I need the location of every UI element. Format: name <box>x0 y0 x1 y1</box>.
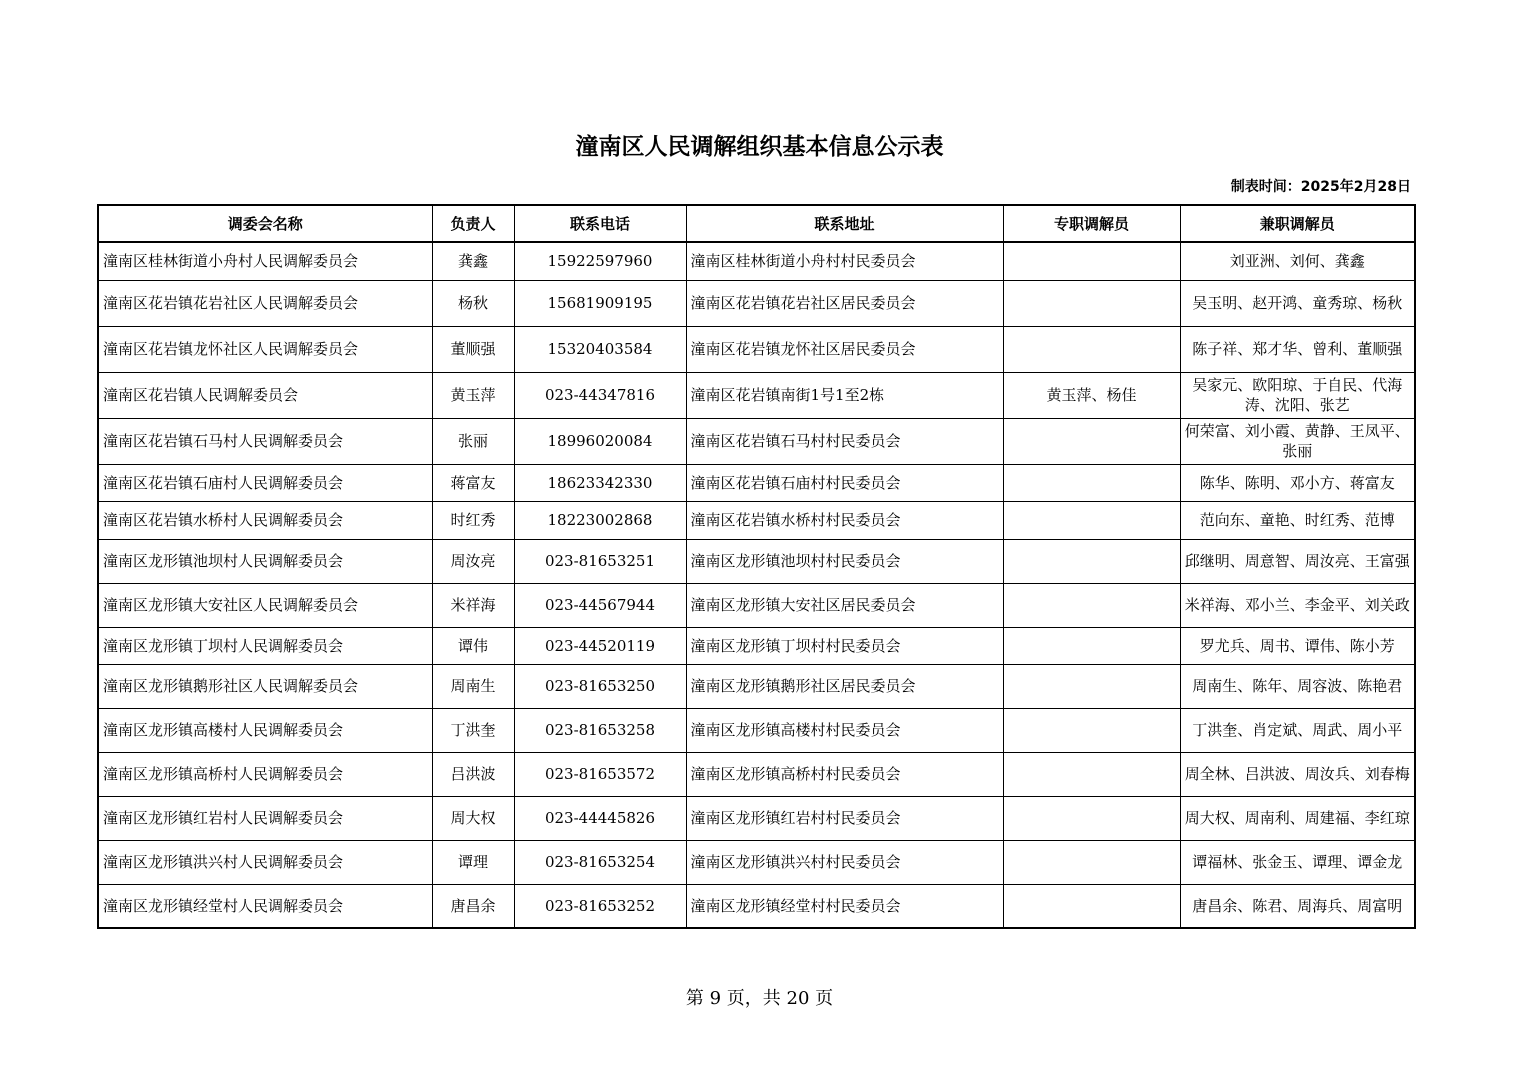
cell-address: 潼南区花岩镇石庙村村民委员会 <box>686 464 1003 501</box>
table-body <box>98 242 1415 928</box>
cell-fulltime <box>1003 326 1180 372</box>
cell-address: 潼南区花岩镇水桥村村民委员会 <box>686 501 1003 539</box>
cell-phone: 023-81653250 <box>514 664 686 708</box>
cell-fulltime <box>1003 627 1180 664</box>
cell-fulltime <box>1003 796 1180 840</box>
cell-parttime: 吴家元、欧阳琼、于自民、代海涛、沈阳、张艺 <box>1180 372 1415 418</box>
table-row <box>98 280 1415 326</box>
table-row <box>98 464 1415 501</box>
cell-parttime: 邱继明、周意智、周汝亮、王富强 <box>1180 539 1415 583</box>
cell-head: 蒋富友 <box>432 464 514 501</box>
cell-head: 黄玉萍 <box>432 372 514 418</box>
header-parttime: 兼职调解员 <box>1180 205 1415 242</box>
cell-head: 谭伟 <box>432 627 514 664</box>
cell-fulltime <box>1003 539 1180 583</box>
table-row <box>98 242 1415 280</box>
header-address: 联系地址 <box>686 205 1003 242</box>
header-name: 调委会名称 <box>98 205 432 242</box>
cell-address: 潼南区花岩镇花岩社区居民委员会 <box>686 280 1003 326</box>
cell-address: 潼南区龙形镇高楼村村民委员会 <box>686 708 1003 752</box>
cell-parttime: 陈子祥、郑才华、曾利、董顺强 <box>1180 326 1415 372</box>
cell-fulltime <box>1003 501 1180 539</box>
cell-phone: 023-44567944 <box>514 583 686 627</box>
cell-phone: 023-81653252 <box>514 884 686 928</box>
cell-fulltime <box>1003 242 1180 280</box>
cell-parttime: 周全林、吕洪波、周汝兵、刘春梅 <box>1180 752 1415 796</box>
table-row <box>98 372 1415 418</box>
page-title: 潼南区人民调解组织基本信息公示表 <box>575 134 944 160</box>
cell-fulltime: 黄玉萍、杨佳 <box>1003 372 1180 418</box>
cell-name: 潼南区龙形镇高桥村人民调解委员会 <box>98 752 432 796</box>
cell-head: 吕洪波 <box>432 752 514 796</box>
table-row <box>98 884 1415 928</box>
cell-head: 周南生 <box>432 664 514 708</box>
cell-phone: 023-81653258 <box>514 708 686 752</box>
cell-parttime: 谭福林、张金玉、谭理、谭金龙 <box>1180 840 1415 884</box>
cell-name: 潼南区花岩镇人民调解委员会 <box>98 372 432 418</box>
cell-address: 潼南区龙形镇洪兴村村民委员会 <box>686 840 1003 884</box>
cell-fulltime <box>1003 280 1180 326</box>
cell-address: 潼南区龙形镇经堂村村民委员会 <box>686 884 1003 928</box>
table-row <box>98 708 1415 752</box>
cell-head: 丁洪奎 <box>432 708 514 752</box>
cell-name: 潼南区龙形镇池坝村人民调解委员会 <box>98 539 432 583</box>
cell-parttime: 唐昌余、陈君、周海兵、周富明 <box>1180 884 1415 928</box>
cell-head: 龚鑫 <box>432 242 514 280</box>
cell-head: 周汝亮 <box>432 539 514 583</box>
cell-phone: 023-81653254 <box>514 840 686 884</box>
cell-name: 潼南区龙形镇红岩村人民调解委员会 <box>98 796 432 840</box>
cell-name: 潼南区龙形镇经堂村人民调解委员会 <box>98 884 432 928</box>
cell-address: 潼南区龙形镇池坝村村民委员会 <box>686 539 1003 583</box>
cell-fulltime <box>1003 583 1180 627</box>
cell-phone: 15922597960 <box>514 242 686 280</box>
cell-head: 杨秋 <box>432 280 514 326</box>
cell-fulltime <box>1003 464 1180 501</box>
cell-address: 潼南区龙形镇大安社区居民委员会 <box>686 583 1003 627</box>
cell-phone: 023-44347816 <box>514 372 686 418</box>
table-row <box>98 627 1415 664</box>
cell-phone: 18223002868 <box>514 501 686 539</box>
cell-address: 潼南区花岩镇石马村村民委员会 <box>686 418 1003 464</box>
cell-address: 潼南区龙形镇丁坝村村民委员会 <box>686 627 1003 664</box>
cell-parttime: 周大权、周南利、周建福、李红琼 <box>1180 796 1415 840</box>
page-footer: 第 9 页，共 20 页 <box>685 988 834 1009</box>
table-row <box>98 840 1415 884</box>
cell-address: 潼南区花岩镇南街1号1至2栋 <box>686 372 1003 418</box>
cell-address: 潼南区桂林街道小舟村村民委员会 <box>686 242 1003 280</box>
cell-name: 潼南区花岩镇石马村人民调解委员会 <box>98 418 432 464</box>
cell-name: 潼南区花岩镇花岩社区人民调解委员会 <box>98 280 432 326</box>
cell-parttime: 丁洪奎、肖定斌、周武、周小平 <box>1180 708 1415 752</box>
cell-head: 周大权 <box>432 796 514 840</box>
cell-phone: 023-81653251 <box>514 539 686 583</box>
table-row <box>98 326 1415 372</box>
cell-parttime: 刘亚洲、刘何、龚鑫 <box>1180 242 1415 280</box>
cell-parttime: 罗尤兵、周书、谭伟、陈小芳 <box>1180 627 1415 664</box>
table-row <box>98 664 1415 708</box>
cell-phone: 15320403584 <box>514 326 686 372</box>
cell-head: 唐昌余 <box>432 884 514 928</box>
table-row <box>98 796 1415 840</box>
cell-head: 张丽 <box>432 418 514 464</box>
cell-head: 时红秀 <box>432 501 514 539</box>
cell-address: 潼南区花岩镇龙怀社区居民委员会 <box>686 326 1003 372</box>
cell-address: 潼南区龙形镇鹅形社区居民委员会 <box>686 664 1003 708</box>
cell-name: 潼南区龙形镇丁坝村人民调解委员会 <box>98 627 432 664</box>
cell-fulltime <box>1003 840 1180 884</box>
cell-phone: 023-44445826 <box>514 796 686 840</box>
table-row <box>98 418 1415 464</box>
cell-name: 潼南区花岩镇水桥村人民调解委员会 <box>98 501 432 539</box>
cell-address: 潼南区龙形镇红岩村村民委员会 <box>686 796 1003 840</box>
cell-head: 米祥海 <box>432 583 514 627</box>
table-row <box>98 539 1415 583</box>
cell-name: 潼南区龙形镇高楼村人民调解委员会 <box>98 708 432 752</box>
cell-parttime: 范向东、童艳、时红秀、范博 <box>1180 501 1415 539</box>
cell-fulltime <box>1003 664 1180 708</box>
cell-name: 潼南区花岩镇龙怀社区人民调解委员会 <box>98 326 432 372</box>
cell-fulltime <box>1003 752 1180 796</box>
cell-name: 潼南区龙形镇大安社区人民调解委员会 <box>98 583 432 627</box>
cell-address: 潼南区龙形镇高桥村村民委员会 <box>686 752 1003 796</box>
header-phone: 联系电话 <box>514 205 686 242</box>
cell-phone: 023-44520119 <box>514 627 686 664</box>
cell-phone: 18623342330 <box>514 464 686 501</box>
cell-name: 潼南区花岩镇石庙村人民调解委员会 <box>98 464 432 501</box>
mediation-table <box>97 204 1416 929</box>
cell-name: 潼南区桂林街道小舟村人民调解委员会 <box>98 242 432 280</box>
cell-fulltime <box>1003 418 1180 464</box>
table-row <box>98 501 1415 539</box>
cell-phone: 15681909195 <box>514 280 686 326</box>
table-row <box>98 752 1415 796</box>
cell-parttime: 米祥海、邓小兰、李金平、刘关政 <box>1180 583 1415 627</box>
table-row <box>98 583 1415 627</box>
cell-fulltime <box>1003 884 1180 928</box>
cell-fulltime <box>1003 708 1180 752</box>
header-head: 负责人 <box>432 205 514 242</box>
cell-name: 潼南区龙形镇洪兴村人民调解委员会 <box>98 840 432 884</box>
header-fulltime: 专职调解员 <box>1003 205 1180 242</box>
table-header-row <box>98 205 1415 242</box>
cell-head: 董顺强 <box>432 326 514 372</box>
cell-parttime: 何荣富、刘小霞、黄静、王凤平、张丽 <box>1180 418 1415 464</box>
cell-name: 潼南区龙形镇鹅形社区人民调解委员会 <box>98 664 432 708</box>
cell-phone: 023-81653572 <box>514 752 686 796</box>
cell-phone: 18996020084 <box>514 418 686 464</box>
cell-parttime: 周南生、陈年、周容波、陈艳君 <box>1180 664 1415 708</box>
cell-head: 谭理 <box>432 840 514 884</box>
made-time: 制表时间：2025年2月28日 <box>1230 179 1411 195</box>
cell-parttime: 吴玉明、赵开鸿、童秀琼、杨秋 <box>1180 280 1415 326</box>
cell-parttime: 陈华、陈明、邓小方、蒋富友 <box>1180 464 1415 501</box>
